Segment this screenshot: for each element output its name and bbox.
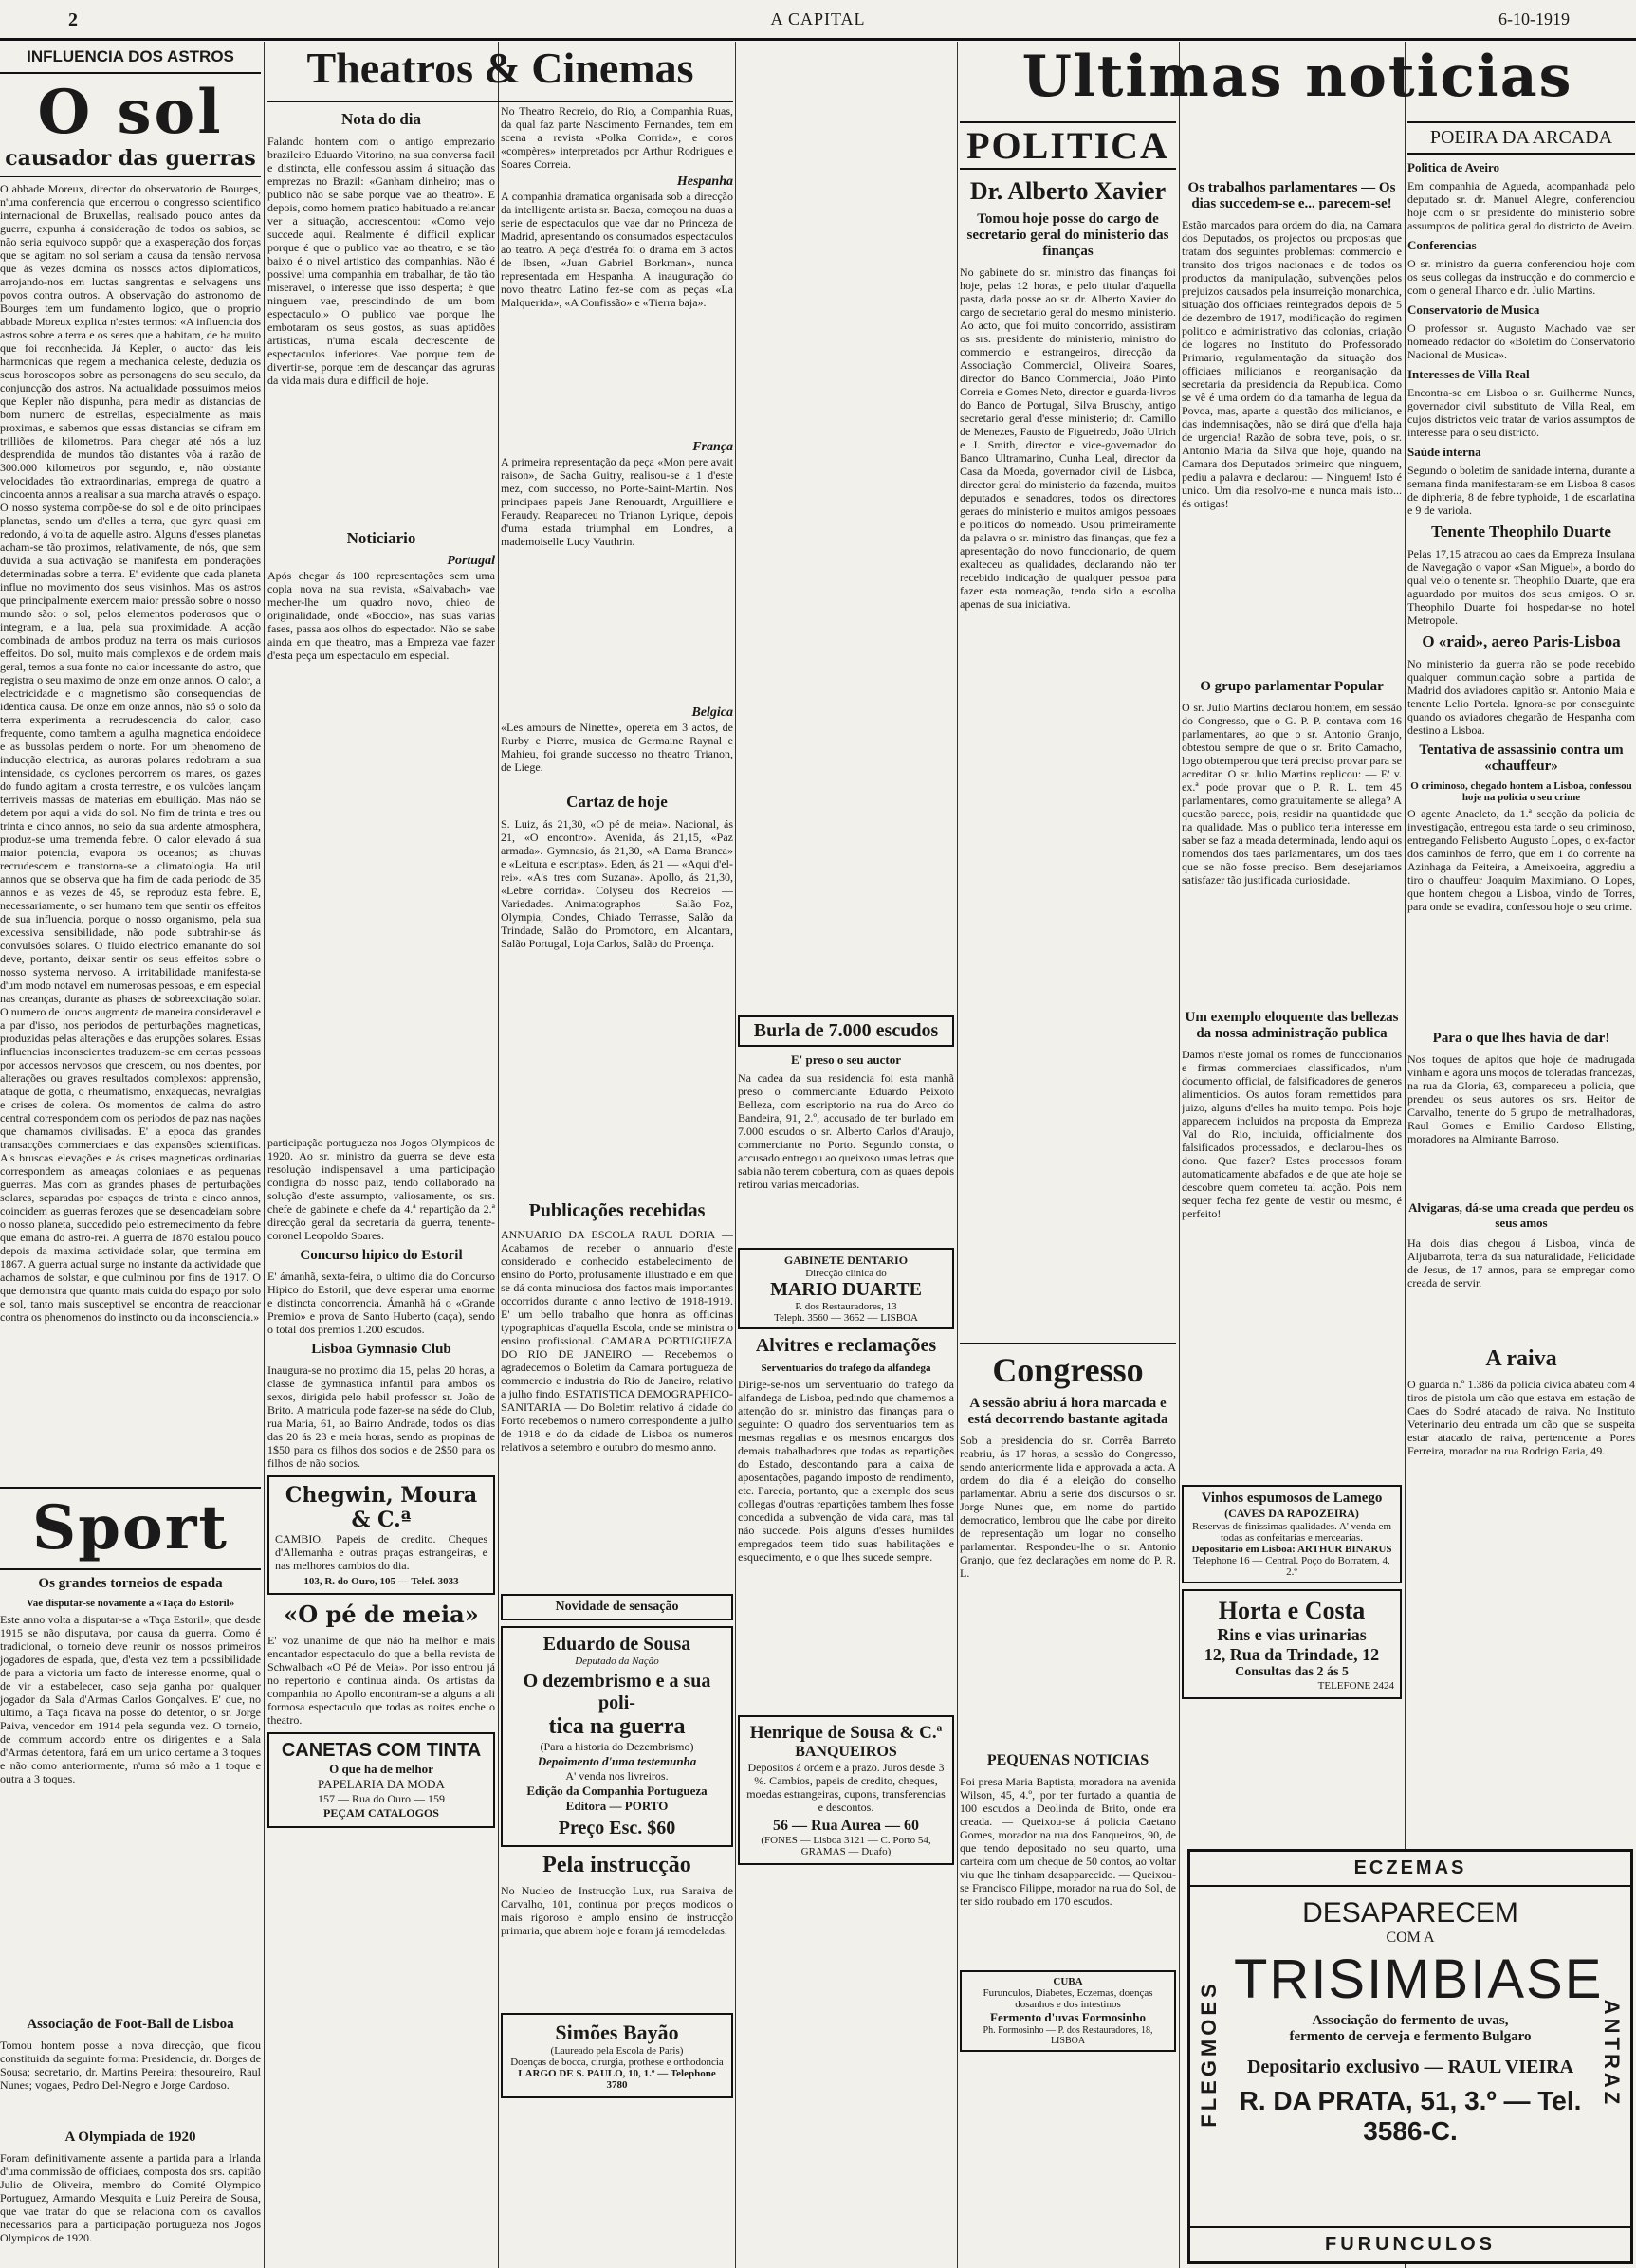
column-7 [1407,121,1635,1842]
ad-top-label: ECZEMAS [1190,1857,1630,1887]
ad-line: Depositario exclusivo — RAUL VIEIRA [1246,2057,1574,2077]
ad-line: Depositario em Lisboa: ARTHUR BINARUS [1191,1544,1392,1555]
ad-title: CANETAS COM TINTA [281,1740,482,1761]
column-6 [1182,121,1402,1477]
news-subheading: O criminoso, chegado hontem a Lisboa, confessou hoje na policia o seu crime [1410,780,1632,803]
news-heading: Tenente Theophilo Duarte [1431,522,1611,540]
news-heading: «O pé de meia» [284,1600,479,1628]
ad-line: GABINETE DENTARIO [783,1253,909,1267]
news-paragraph: Encontra-se em Lisboa o sr. Guilherme Nunes, governador civil substituto de Villa Real, em cujos districtos veio tratar de varios assumptos de interesse para o seu districto. [1407,386,1635,439]
ad-address: 103, R. do Ouro, 105 — Telef. 3033 [303,1576,459,1587]
ad-line: Telephone 16 — Central. Poço do Borratem, 4, 2.º [1193,1555,1390,1578]
news-paragraph: O sr. Julio Martins declarou hontem, em sessão do Congresso, que o G. P. P. contava com 16 parlamentares, ao que o sr. Antonio Granjo, obtestou sempre de que o sr. Brito Camacho, logo obtemperou que terá preciso provar para se acreditar. O sr. Julio Martins replicou: — E' v. ex.ª pode provar que o P. R. L. tem 45 parlamentares, como gratuitamente se allega? A questão parece, pois, residir na quantidade que na qualidade. Mas o publico teria interesse em saber se faz a meada determinada, lendo aqui os nomendos dos taes parlamentares, um dos taes que se não fosse preciso. Bem desejariamos satisfazer tão justificada curiosidade. [1182,701,1402,887]
column-1 [0,42,261,2268]
person-name: Dr. Alberto Xavier [969,177,1167,205]
section-title: Theatros & Cinemas [306,44,694,92]
news-paragraph: S. Luiz, ás 21,30, «O pé de meia». Nacional, ás 21, «O encontro». Avenida, ás 21,15, «Paz armada». Gymnasio, ás 21,30, «A Dama Branca» e «Leitura e escriptas». Eden, ás 21 — «Aqui d'el-rei». «A's tres com Suzana». Apollo, ás 21,30, «Lebre corrida». Colyseu dos Recreios — Variedades. Animatographos — Salão Foz, Olympia, Condes, Chiado Terrasse, Salão da Trindade, Salão do Promotoro, em Alcantara, Salão Portugal, Loja Carlos, Salão do Proença. [501,817,733,950]
ad-line: Ph. Formosinho — P. dos Restauradores, 18, LISBOA [983,2025,1153,2046]
news-paragraph: Na cadea da sua residencia foi esta manhã preso o commerciante Eduardo Peixoto Belleza, com escriptorio na rua do Arco do Bandeira, 91, 2.º, accusado de ter burlado em 7.000 escudos o sr. Alberto Carlos d'Araujo, commerciante no Porto. Segundo consta, o accusado entregou ao queixoso umas letras que sabia não terem cobertura, com as quaes depois retirou varias mercadorias. [738,1071,954,1191]
news-heading: Publicações recebidas [528,1200,706,1221]
ad-line: COM A [1386,1930,1435,1946]
ad-title: Simões Bayão [555,2021,679,2044]
ad-cuba [960,1970,1176,2052]
issue-date: 6-10-1919 [1498,9,1570,28]
sport-heading: Os grandes torneios de espada [38,1576,223,1591]
ultimas-banner [960,42,1635,118]
news-heading: Conferencias [1407,238,1477,252]
politica-heading: POLITICA [960,121,1176,170]
news-paragraph: Dirige-se-nos um serventuario do trafego da alfandega de Lisboa, pedindo que chamemos a attenção do sr. ministro das finanças para o seguinte: O quadro dos serventuarios tem as mesmas regalias e os mesmos encargos dos demais trabalhadores que todas as repartições do Estado, descontando para a caixa de aposentações, pagando imposto de rendimento, etc. Parecia, portanto, que a exemplo dos seus collegas d'outras repartições tambem lhes fosse concedida a subvenção de vida cara, mas tal não succede. Pois alguns d'esses humildes empregados teem tido suas habilitações e esquecimento, e o que lhes sucede sempre. [738,1378,954,1564]
news-subheading: Serventuarios do trafego da alfandega [761,1363,931,1374]
column-rule [957,42,958,2268]
ad-line: R. DA PRATA, 51, 3.º — Tel. 3586-C. [1239,2086,1582,2146]
ad-line: P. dos Restauradores, 13 [795,1301,897,1312]
ad-title: Chegwin, Moura & C.ª [285,1483,478,1532]
novidade-box [501,1594,733,1620]
ad-line: Associação do fermento de uvas, [1312,2013,1509,2028]
news-paragraph: O agente Anacleto, da 1.ª secção da policia de investigação, entregou esta tarde o seu criminoso, entregando Felisberto Augusto Lopes, o ex-factor dos caminhos de ferro, que em 1 do corrente na Azinhaga da Feiteira, a Ameixoeira, aggrediu a tiro o chauffeur Joaquim Maximiano. O Lopes, que hontem chegou a Lisboa, vindo de Torres, para onde se evadira, confessou hoje o seu crime. [1407,807,1635,913]
ad-line: (CAVES DA RAPOZEIRA) [1224,1507,1359,1520]
news-paragraph: A primeira representação da peça «Mon pere avait raison», de Sacha Guitry, realisou-se a 1 d'este mez, com successo, no Porte-Saint-Martin. Nos principaes papeis Jane Renouardt, Arguilliere e Feraudy. Reapareceu no Trianon Lyrique, depois d'uma estada triumphal em Londres, a mademoiselle Lucy Vauthrin. [501,455,733,548]
masthead-bar [0,0,1636,41]
ad-trisimbiase [1187,1849,1633,2264]
book-role: Deputado da Nação [575,1655,659,1667]
subheading-hespanha: Hespanha [676,174,733,189]
news-heading: Saúde interna [1407,445,1481,459]
news-paragraph: O sr. ministro da guerra conferenciou hoje com os seus collegas da instrucção e do commercio e com o general Ilharco e dr. Julio Martins. [1407,257,1635,297]
sport-paragraph: Foram definitivamente assente a partida para a Irlanda d'uma commissão de officiaes, composta dos srs. capitão Julio de Oliveira, membro do Comité Olympico Portuguez, Armando Mesquita e Luiz Pereira de Sousa, que vae tratar do que se relaciona com os cavallos necessarios para a participação portugueza nos Jogos Olympicos de 1920. [0,2151,261,2244]
ad-line: PEÇAM CATALOGOS [323,1806,439,1820]
news-paragraph: Após chegar ás 100 representações sem uma copla nova na sua revista, «Salvabach» vae mecher-lhe um quadro novo, chieo de originalidade, onde «Boccio», nas suas varias fases, passa aos olhos do espectador. Não se sabe ainda em que theatro, mas a Empreza vae fazer d'esta peça um espectaculo em especial. [267,569,495,662]
book-dep: Depoimento d'uma testemunha [537,1754,697,1768]
ad-right-label: ANTRAZ [1600,1999,1624,2109]
section-heading: INFLUENCIA DOS ASTROS [27,47,234,65]
book-price: Preço Esc. $60 [558,1818,676,1838]
ad-line: Furunculos, Diabetes, Eczemas, doenças dosanhos e dos intestinos [983,1987,1153,2010]
news-heading: Concurso hipico do Estoril [300,1248,463,1263]
news-paragraph: Falando hontem com o antigo emprezario brazileiro Eduardo Vitorino, na sua conversa facil e distincta, elle confessou assim á situação das emprezas no Brazil: «Ganham dinheiro; mas o publico não se sabe porque vae ao theatro». E depois, como homem pratico habituado a relancar ver a situação, accrescentou: «Como vejo succede aqui. Realmente é difficil explicar porque é que o publico vae ao theatro, e se tão baixo é o nivel artistico das companhias. Não é possivel uma companhia em trabalhar, de tão tão miseravel, o interesse que isso desperta; é que ninguem vae, prescindindo de um bom espectaculo.» O publico vae porque lhe embotaram os seus gostos, as suas aptidões artisticas, n'uma escala decrescente de espectaculos inferiores. Vae porque tem de divertir-se, porque tem de descançar das agruras da vida mais dura e difficil de hoje. [267,135,495,387]
column-rule [735,42,736,2268]
subheading-portugal: Portugal [447,554,495,568]
ad-line: Doenças de bocca, cirurgia, prothese e orthodoncia [510,2057,724,2068]
col3-lower [501,1195,733,2266]
poeira-heading: POEIRA DA ARCADA [1407,121,1635,155]
book-sale: A' venda nos livreiros. [565,1769,669,1783]
news-paragraph: Segundo o boletim de sanidade interna, durante a semana finda manifestaram-se em Lisboa 8 casos de diphteria, 8 de febre typhoide, 1 de escarlatina e 9 de variola. [1407,464,1635,517]
news-paragraph: ANNUARIO DA ESCOLA RAUL DORIA — Acabamos de receber o annuario d'este considerado e conhecido estabelecimento de ensino do Porto, profusamente illustrado e em que se dá conta minuciosa dos factos mais importantes occorridos durante o anno lectivo de 1918-1919. E' um bello trabalho que honra as officinas typographicas d'aquella Escola, onde se ministra o ensino profissional. CAMARA PORTUGUEZA DO RIO DE JANEIRO — Recebemos o agradecemos o Boletim da Camara portugueza de commercio e industria do Rio de Janeiro, relativo a julho findo. ESTATISTICA DEMOGRAPHICO-SANITARIA — Do Boletim relativo á cidade do Porto recebemos o numero correspondente a julho de 1918 e do da cidade de Lisboa os numeros relativos a setembro e outubro do mesmo anno. [501,1228,733,1454]
ad-line: Rins e vias urinarias [1217,1625,1367,1644]
news-heading: Um exemplo eloquente das bellezas da nossa administração publica [1185,1010,1399,1041]
ad-title: Henrique de Sousa & C.ª [749,1723,943,1743]
ad-title: Fermento d'uvas Formosinho [990,2010,1146,2024]
ad-line: (Laureado pela Escola de Paris) [550,2045,684,2057]
ad-line: Reservas de finissimas qualidades. A' venda em todas as confeitarias e mercearias. [1191,1521,1391,1544]
sport-paragraph: Este anno volta a disputar-se a «Taça Estoril», que desde 1915 se não disputava, por causa da guerra. Como é tradicional, o torneio deve reunir os nossos primeiros jogadores de espada, que, d'esta vez tem a possibilidade de para a victoria um facto de interesse enorme, qual o de vir a estabelecer, caso seja ganha por qualquer jogador da Sala d'Armas Carlos Gonçalves. E' que, no ultimo, a Taça ficava na posse do detentor, o sr. Jorge Paiva, vencedor em 1914 pela segunda vez. O torneio, de commum accordo entre os dirigentes e a Sala d'Armas detentora, fará em um unico certame a 3 toques e não como anteriormente, n'uma só mão a 1 toque e outra a 3 toques. [0,1613,261,1785]
ad-line: DESAPARECEM [1302,1897,1518,1929]
ad-line: (FONES — Lisboa 3121 — C. Porto 54, GRAMAS — Duafo) [761,1835,931,1857]
article-title: O sol [37,77,224,148]
ad-title: MARIO DUARTE [770,1279,922,1300]
ad-text: Depositos á ordem e a prazo. Juros desde 3 %. Cambios, papeis de credito, cheques, moedas estrangeiras, cupons, transferencias e descontos. [746,1761,946,1814]
ad-line: LARGO DE S. PAULO, 10, 1.º — Telephone 3780 [518,2068,716,2091]
book-title: tica na guerra [548,1714,686,1739]
ad-horta [1182,1589,1402,1699]
book-title: O dezembrismo e a sua poli- [523,1671,711,1713]
ad-line: 56 — Rua Aurea — 60 [773,1818,919,1834]
news-heading: Pela instrucção [542,1853,691,1877]
news-paragraph: E' voz unanime de que não ha melhor e mais encantador espectaculo do que a bella revista de Schwalbach «O Pé de Meia». Por isso entrou já no repertorio e continua ainda. Os artistas da companhia no Apollo encontram-se a alguns a ali formosa espectaculo que todas as noites enche o theatro. [267,1634,495,1727]
news-paragraph: «Les amours de Ninette», opereta em 3 actos, de Rurby e Pierre, musica de Germaine Raynal e Mahieu, foi grande successo no theatro Trianon, de Liege. [501,721,733,774]
news-heading: Nota do dia [340,110,422,128]
ad-line: 157 — Rua do Ouro — 159 [318,1792,445,1805]
sport-subheading: Vae disputar-se novamente a «Taça do Estoril» [26,1598,235,1609]
news-heading: Interesses de Villa Real [1407,367,1530,381]
subheading-franca: França [692,440,733,454]
news-paragraph: E' ámanhã, sexta-feira, o ultimo dia do Concurso Hipico do Estoril, que deve esperar uma enorme e distincta concorrencia. Ámanhã há o «Grande Premio» e prova de Santo Huberto (caça), sendo o total dos premios 1.200 escudos. [267,1270,495,1336]
news-paragraph: No Nucleo de Instrucção Lux, rua Saraiva de Carvalho, 101, continua por preços modicos o mais rigoroso e amplo ensino de instrucção primaria, que abrem hoje e foram já remodeladas. [501,1884,733,1937]
news-heading: Politica de Aveiro [1407,160,1499,174]
ad-center [1234,1897,1604,2147]
news-paragraph: Ha dois dias chegou á Lisboa, vinda de Aljubarrota, terra da sua naturalidade, Felicidade de Jesus, de 17 annos, para se empregar como creada de servir. [1407,1236,1635,1289]
news-paragraph: Pelas 17,15 atracou ao caes da Empreza Insulana de Navegação o vapor «San Miguel», a bordo do qual velo o tenente sr. Theophilo Duarte, que era aguardado por muitos dos seus amigos. O sr. Theophilo Duarte foi hospedar-se no hotel Metropole. [1407,547,1635,627]
ad-clinica [738,1248,954,1329]
sport-title: Sport [32,1492,229,1564]
news-heading: Conservatorio de Musica [1407,302,1540,317]
sport-continued: participação portugueza nos Jogos Olympicos de 1920. Ao sr. ministro da guerra se deve esta resolução indispensavel a uma participação condigna do nosso paiz, tendo collaborado na solução d'este assumpto, valiosamente, os srs. chefe de gabinete e chefe da 4.ª repartição da 2.ª direcção geral da secretaria da guerra, tenente-coronel Leopoldo Soares. [267,1136,495,1242]
news-heading: Lisboa Gymnasio Club [311,1342,451,1357]
news-heading: Para o que lhes havia de dar! [1432,1031,1610,1046]
book-subtitle: (Para a historia do Dezembrismo) [540,1740,694,1753]
news-paragraph: Nos toques de apitos que hoje de madrugada vinham e agora uns moços de toleradas francezas, na rua da Gloria, 63, compareceu a policia, que prendeu os seus autores os srs. Heitor de Carvalho, tenente do 5 grupo de metralhadoras, Raul Gomes e Emilio Cardoso Ellsting, moradores na Almirante Barroso. [1407,1052,1635,1145]
news-paragraph: No gabinete do sr. ministro das finanças foi hoje, pelas 12 horas, e pelo titular d'aquella pasta, dada posse ao sr. dr. Alberto Xavier do cargo de secretario geral do mesmo ministerio. Ao acto, que foi muito concorrido, assistiram os srs. presidente do ministerio, ministro do commercio e estrangeiros, direcção da Associação Commercial, Oliveira Soares, director do Banco Commercial, João Pinto Correia e Gomes Neto, director e guarda-livros do Banco de Portugal, Silva Bruschy, antigo secretario geral d'esse ministerio; dr. Camillo de Menezes, Fausto de Figueiredo, João Ulrich e J. Smith, director e vice-governador do Banco Ultramarino, Cunha Leal, director da Casa da Moeda, governador civil de Lisboa, director geral do ministerio da fazenda, muitos deputados e senadores, todos os directores geraes do ministerio e muitos amigos pessoaes e politicos do nomeado. Usou primeiramente da palavra o sr. ministro das finanças, que fez a apresentação do novo funccionario, de quem exalteceu as qualidades, declarando não ter recebido indicação de qualquer pessoa para fazer esta nomeação, tendo sido a escolha apenas de sua iniciativa. [960,265,1176,611]
news-heading: O grupo parlamentar Popular [1200,679,1384,694]
ad-line: TELEFONE 2424 [1317,1680,1394,1692]
news-heading: PEQUENAS NOTICIAS [986,1752,1149,1768]
news-paragraph: Em companhia de Agueda, acompanhada pelo deputado sr. dr. Manuel Alegre, conferenciou hoje com o sr. presidente do ministerio sobre assumptos de politica geral do districto de Aveiro. [1407,179,1635,232]
sport-heading: Associação de Foot-Ball de Lisboa [27,2017,234,2032]
theatros-right [501,104,733,1195]
ultimas-title: Ultimas noticias [1021,44,1573,110]
ad-line: Teleph. 3560 — 3652 — LISBOA [774,1312,918,1324]
ad-line: PAPELARIA DA MODA [318,1777,445,1791]
ad-line: BANQUEIROS [795,1744,897,1760]
news-heading: Alvitres e reclamações [755,1335,937,1356]
book-editor: Edição da Companhia Portugueza Editora — PORTO [526,1783,708,1813]
ad-line: CUBA [1053,1976,1083,1987]
ad-book [501,1626,733,1847]
news-paragraph: Sob a presidencia do sr. Corrêa Barreto reabriu, ás 17 horas, a sessão do Congresso, sendo anteriormente lida e approvada a acta. A ordem do dia é a eleição do conselho parlamentar. Abriu a serie dos discursos o sr. Jorge Nunes que, em nome do partido democratico, lembrou que lhe cabe por direito de representação um logar no conselho parlamentar. Respondeu-lhe o sr. Antonio Granjo, que fez declarações em nome do P. R. L. [960,1434,1176,1580]
column-rule [1179,42,1180,2268]
ad-text: CAMBIO. Papeis de credito. Cheques d'Allemanha e outras praças estrangeiras, e nas melhores cambios do dia. [275,1532,487,1572]
column-rule [264,42,265,2268]
ad-brand: TRISIMBIASE [1234,1948,1604,2010]
subheading-belgica: Belgica [691,705,733,720]
ad-line: Direcção clinica do [805,1268,887,1279]
article-subtitle: causador das guerras [5,146,256,171]
news-heading: Tomou hoje posse do cargo de secretario geral do ministerio das finanças [966,211,1169,259]
column-2 [267,1136,495,2268]
news-paragraph: A companhia dramatica organisada sob a direcção da intelligente artista sr. Baeza, começou na duas a serie de espectaculos que vae dar no Princeza de Madrid, apresentando os consumados espectaculos ao teatro. A peça d'estréa foi o drama em 3 actos de Ibsen, «Juan Gabriel Borkman», nunca representada em Hespanha. A inauguração do novo theatro Latino fez-se com as peças «La Malquerida», «A Confissão» e «Tierra baja». [501,190,733,309]
ad-vinhos [1182,1485,1402,1583]
ad-title: Vinhos espumosos de Lamego [1201,1491,1383,1506]
news-paragraph: O guarda n.º 1.386 da policia civica abateu com 4 tiros de pistola um cão que estava em estação de Caes do Sodré atacado de raiva. No Instituto Veterinario deu entrada um cão que se suspeita estar atacado de raiva, pertencente a Pores Ferreira, morador na rua Rodrigo Faria, 49. [1407,1378,1635,1457]
novidade-heading: Novidade de sensação [555,1600,679,1614]
theatros-left [267,104,495,999]
news-paragraph: Inaugura-se no proximo dia 15, pelas 20 horas, a classe de gymnastica infantil para ambos os sexos, dirigida pelo habil professor sr. João de Brito. A matricula pode fazer-se na séde do Club, rua Maria, 61, ao Bairro Andrade, todos os dias das 20 ás 23 e meia horas, sendo as propinas de 1$50 para os filhos dos socios e de 2$50 para os filhos de não socios. [267,1363,495,1470]
ad-line: O que ha de melhor [329,1762,433,1776]
burla-box [738,1015,954,1047]
news-heading: Noticiario [346,529,416,547]
sport-paragraph: Tomou hontem posse a nova direcção, que ficou constituida da seguinte forma: Presidencia, dr. Borges de Sousa; secretario, dr. Martins Pereira; thesoureiro, Raul Nunes; vogaes, Pedro Del-Negro e Jorge Cardoso. [0,2039,261,2092]
column-6-ads [1182,1479,1402,1839]
article-body: O abbade Moreux, director do observatorio de Bourges, n'uma conferencia que encerrou o congresso scientifico internacional de Bruxellas, realisado pouco antes da guerra, expunha á consideração de todos os sabios, se não seria equivoco suppôr que a exasperação dos forças que se agitam no sol seriam a causa da tensão nervosa que ás vezes domina os nossos actos diplomaticos, arrojando-nos em luctas sangrentas e selvagens uns povos contra outros. A observação do astronomo de Bourges tem um fundamento logico, que o proprio abbade Moreux explica n'estes termos: «A influencia dos astros sobre a terra e os seres que a habitam, de ha muito que foi reconhecida. Já Kepler, o auctor das leis harmonicas que regem a mechanica celeste, deduzia os seus horoscopos sobre as personagens do seu seculo, da conjuncção dos astros. Na actualidade possuimos meios que Kepler não dispunha, para medir as distancias de bom numero de estrellas, especialmente as mais proximas, e sabemos que essas distancias se cifram em trilliões de kilometros. Para chegar até nós a luz desprendida de mundos tão distantes vôa á razão de 300.000 kilometros por segundo, e, não obstante velocidades tão extraordinarias, emprega de quatro a cincoenta annos a realisar a sua marcha através o espaço. O nosso systema compõe-se do sol e de oito principaes planetas, sendo um d'elles a terra, que gyra quasi em redondo, á volta de aquelle astro. Alguns d'esses planetas acham-se tão proximos, relativamente, de nós, que sem duvida a sua activação se manifesta em ponderações determinadas sobre a terra. E' evidente que cada planeta influe no movimento dos seus visinhos. Mas os astros que principalmente exercem maior pressão sobre o nosso mundo são: o sol, pelos elementos poderosos que o integram, e a lua, pela sua proximidade. A acção combinada de ambos produz na terra os mais curiosos effeitos. Do sol, muito mais complexos e de ordem mais geral, temos a sua fonte no calor incessante do astro, que registra o seu maximo de onze em onze annos. O calor, a electricidade e o magnetismo são consequencias de identica causa. De onze em onze annos, não só o solo da terra experimenta a recrudescencia do calor, caso frequente, como tambem a agulha magnetica endoidece e as bussolas perdem o norte. Por um phenomeno de inducção electrica, as auroras polares redobram a sua intensidade, os cyclones percorrem os mares, os gazes do fundo agitam a crosta terrestre, e os vulcões lançam terriveis massas de materias em ebullição. Mas não se detem por aqui a vida do sol. No fim de trinta e tres ou trinta e cinco annos, no seio da sua ardente atmosphera, produz-se uma tremenda febre. O calor elevado á sua maior potencia, evapora os oceanos; as chuvas recrudescem e transtorna-se a climatologia. Ha util annos que se observa que ha fim de cada periodo de 35 annos e as vezes de 45, se reproduz esta febre. E, necessariamente, o ser humano tem que sentir os effeitos de sua influencia, porque o nosso organismo, pela sua excessiva sensibilidade, não pode subtrahir-se ás convulsões solares. O fluido electrico emanante do sol deve, portanto, deixar sentir os seus effeitos sobre o nosso systema nervoso. A irritabilidade manifesta-se d'um modo notavel em numerosas pessoas, e em especial nas creanças, durante as phases de sobreexcitação solar. O numero de loucos augmenta de maneira consideravel e a par d'isso, nos periodos de perturbações magneticas, produzidas pelas alterações e das erupções solares. Essas influencias inconscientes traduzem-se em certas pessoas por accessos nervosos que crescem, ou nos doentes, por alterações ou graves resultados complexos: apprensão, ataque de gotta, o rheumatismo, enxaquecas, nevralgias e crises de colera. Os momentos de calma do astro central correspondem com os periodos de paz nas nações que chamamos civilisadas. E' a epoca das grandes transacções commerciaes e das expansões scientificas. A's bruscas elevações e ás crises magneticas ordinarias correspondem as ameaças coloniaes e as pequenas guerras. Mas com as grandes phases de perturbações solares, separadas por espaços de trinta e cinco annos, coincidem as guerras ferozes que se desencadeiam sobre o nosso planeta, succedido pelo estremecimento da febre que emana do astro-rei. A guerra de 1870 estalou pouco depois da maxima actividade solar, que termina em 1867. A guerra actual surge no instante da actividade que achamos de solstar, e que culminou por fins de 1917. O que demonstra que quanto mais cuida do espaço por solo e sol, tanto mais susceptivel se encontra de reaccionar contra os phenomenos do instincto ou da inconsciencia.» [0,182,261,1324]
masthead: A CAPITAL [770,9,866,28]
burla-subheading: E' preso o seu auctor [790,1052,902,1067]
column-5 [960,121,1176,2266]
news-heading: O «raid», aereo Paris-Lisboa [1422,632,1621,650]
ad-bottom-label: FURUNCULOS [1190,2226,1630,2256]
ad-line: Consultas das 2 ás 5 [1235,1665,1349,1679]
ad-henrique [738,1715,954,1865]
news-paragraph: No Theatro Recreio, do Rio, a Companhia Ruas, da qual faz parte Nascimento Fernandes, tem em scena a revista «Polka Corrida», e coros «compères» interpretados por Arthur Rodrigues e Soares Correia. [501,104,733,171]
ad-chegwin [267,1475,495,1595]
news-heading: A sessão abriu á hora marcada e está decorrendo bastante agitada [967,1396,1168,1427]
news-heading: Alvigaras, dá-se uma creada que perdeu os seus amos [1408,1200,1634,1230]
sport-heading: A Olympiada de 1920 [64,2130,196,2145]
book-author: Eduardo de Sousa [542,1634,691,1655]
news-paragraph: No ministerio da guerra não se pode recebido qualquer communicação sobre a partida de Madrid dos aviadores capitão sr. Antonio Maia e tenente Lelio Portela. Ignora-se por conseguinte quando os aviadores chegarão de Hespanha com destino a Lisboa. [1407,657,1635,737]
congresso-title: Congresso [992,1351,1144,1389]
page-number: 2 [68,9,78,30]
ad-title: Horta e Costa [1218,1597,1366,1624]
news-heading: Os trabalhos parlamentares — Os dias succedem-se e... parecem-se! [1187,180,1396,211]
ad-line: 12, Rua da Trindade, 12 [1204,1645,1380,1664]
ad-left-label: FLEGMOES [1197,1980,1221,2128]
ad-canetas [267,1732,495,1828]
news-paragraph: Damos n'este jornal os nomes de funccionarios e firmas commerciaes classificados, n'um documento official, de falsificadores de generos alimenticios. Os autos foram remettidos para juizo, alguns d'elles ha muito tempo. Pois hoje apparecem incluidos na proposta da Empreza Val do Rio, incluida, officialmente dos falsificados processados, e declarou-lhes os dono. Que fazer? Estes processos foram automaticamente abafados e de que ate hoje se descobre quem cometeu tal acção. Pois nem sequer fecha fez gente de vestir ou mesmo, é perfeito! [1182,1048,1402,1220]
news-heading: A raiva [1485,1346,1557,1371]
ad-simoes [501,2013,733,2098]
news-paragraph: Foi presa Maria Baptista, moradora na avenida Wilson, 45, 4.º, por ter furtado a quantia de 100 escudos a Deolinda de Brito, onde era creada. — Queixou-se á policia Caetano Gomes, morador na rua dos Fanqueiros, 90, de que tendo depositado no seu quarto, uma carteira com um cheque de 50 contos, ao voltar viu que lhe tinham desapparecido. — Queixou-se Francisco Filippe, morador na rua do Sol, de ter sido roubado em 170 escudos. [960,1775,1176,1908]
ad-line: fermento de cerveja e fermento Bulgaro [1289,2029,1532,2044]
col4-lower-content [738,1010,954,2266]
news-paragraph: O professor sr. Augusto Machado vae ser nomeado redactor do «Boletim do Conservatorio Nacional de Musica». [1407,321,1635,361]
news-heading: Cartaz de hoje [566,793,668,811]
news-paragraph: Estão marcados para ordem do dia, na Camara dos Deputados, os projectos ou propostas que tratam dos seguintes problemas: commercio e transito dos trigos nacionaes e de todos os productos da manipulação, subvenções pelos prejuizos causados pela insurreição monarchica, situação dos officiaes reintegrados depois de 5 de dezembro de 1917, modificação do regimen politico e administrativo das colonias, criação de logares no Instituto do Professorado Primario, regulamentação da situação dos officiaes milicianos e reorganisação da secretaria da presidencia da Republica. Como se vê é uma ordem do dia tamanha de legua da Povoa, mas, aparte a questão dos milicianos, e das indemnisações, não se dirá que d'ella haja de urgencia! Razão de sobra teve, pois, o sr. Antonio Maria da Silva que hoje, quando na Camara dos Deputados primeiro que ninguem, pediu a palavra e declarou: — Ninguem! Isto é unico. Um dia resolvo-me e nunca mais isto... és ortigas! [1182,218,1402,510]
burla-heading: Burla de 7.000 escudos [753,1020,939,1041]
news-heading: Tentativa de assassinio contra um «chauffeur» [1419,742,1624,774]
